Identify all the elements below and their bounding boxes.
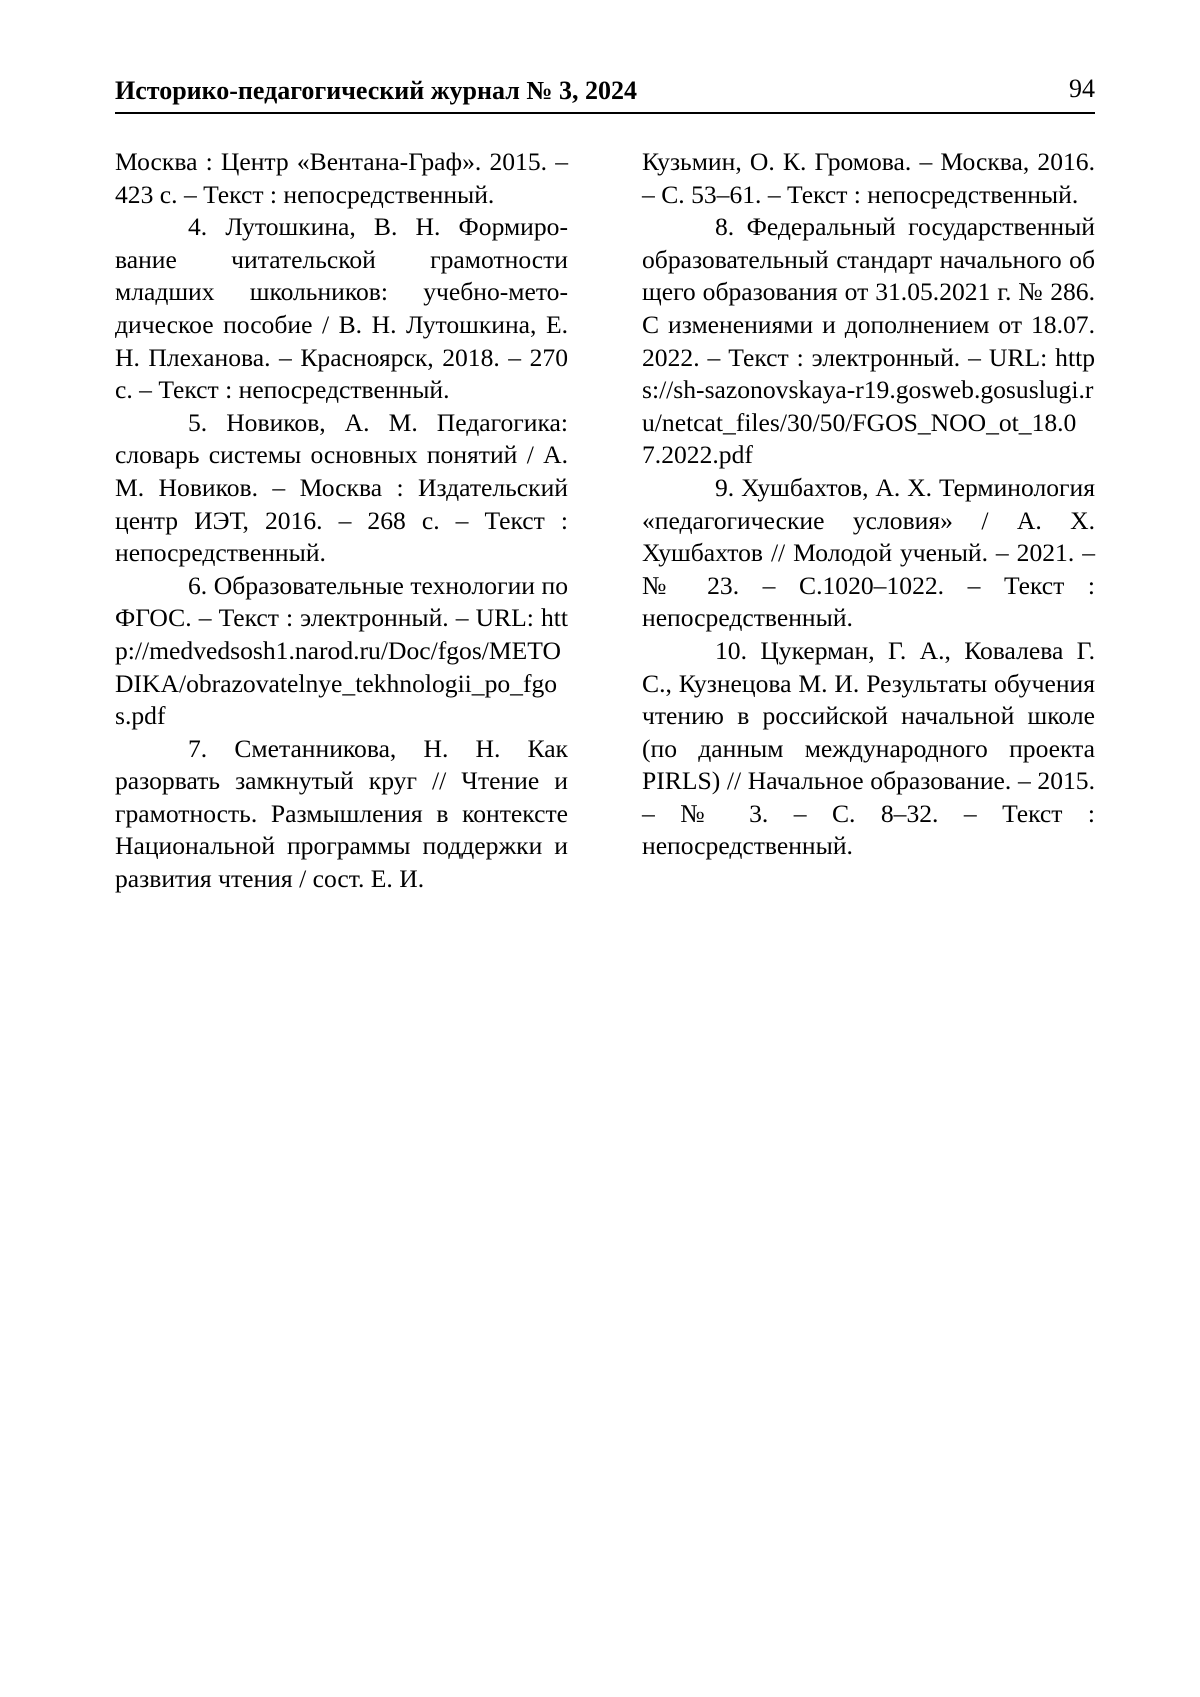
page-number: 94 [1069,74,1095,103]
reference-item-6: 6. Образовательные технологии по ФГОС. – Текст : электронный. – URL: http://medvedsosh1.narod.ru/Doc/fgos/METODIKA/obrazovatelnye_tekhnologii_po_fgos.pdf [115,570,568,731]
reference-item-10: 10. Цукерман, Г. А., Ковалева Г. С., Кузнецова М. И. Результаты обучения чтению в российской начальной школе (по данным международного проекта PIRLS) // Начальное образование. – 2015. – № 3. – С. 8–32. – Текст : непосредственный. [642,635,1095,861]
reference-item-4: 4. Лутошкина, В. Н. Формирование читательской грамотности младших школьников: учебно-методическое пособие / В. Н. Лутошкина, Е. Н. Плеханова. – Красноярск, 2018. – 270 с. – Текст : непосредственный. [115,212,568,405]
reference-item-5: 5. Новиков, А. М. Педагогика: словарь системы основных понятий / А. М. Новиков. – Москва : Издательский центр ИЭТ, 2016. – 268 с. – Текст : непосредственный. [115,407,568,568]
running-header [115,72,1095,114]
reference-item-9: 9. Хушбахтов, А. Х. Терминология «педагогические условия» / А. Х. Хушбахтов // Молодой ученый. – 2021. – № 23. – С.1020–1022. – Текст : непосредственный. [642,472,1095,633]
reference-column-left [115,146,568,896]
journal-title: Историко-педагогический журнал № 3, 2024 [115,76,637,105]
reference-column-right [642,146,1095,863]
reference-continuation: Кузьмин, О. К. Громова. – Москва, 2016. – С. 53–61. – Текст : непосредственный. [642,147,1095,209]
reference-item-7: 7. Сметанникова, Н. Н. Как разорвать замкнутый круг // Чтение и грамотность. Размышления в контексте Национальной программы поддержки и развития чтения / сост. Е. И. [115,733,568,894]
reference-continuation: Москва : Центр «Вентана-Граф». 2015. – 423 с. – Текст : непосредственный. [115,147,568,209]
reference-item-8: 8. Федеральный государственный образовательный стандарт начального общего образования от 31.05.2021 г. № 286. С изменениями и дополнением от 18.07.2022. – Текст : электронный. – URL: https://sh-sazonovskaya-r19.gosweb.gosuslugi.ru/netcat_files/30/50/FGOS_NOO_ot_18.07.2022.pdf [642,212,1095,470]
